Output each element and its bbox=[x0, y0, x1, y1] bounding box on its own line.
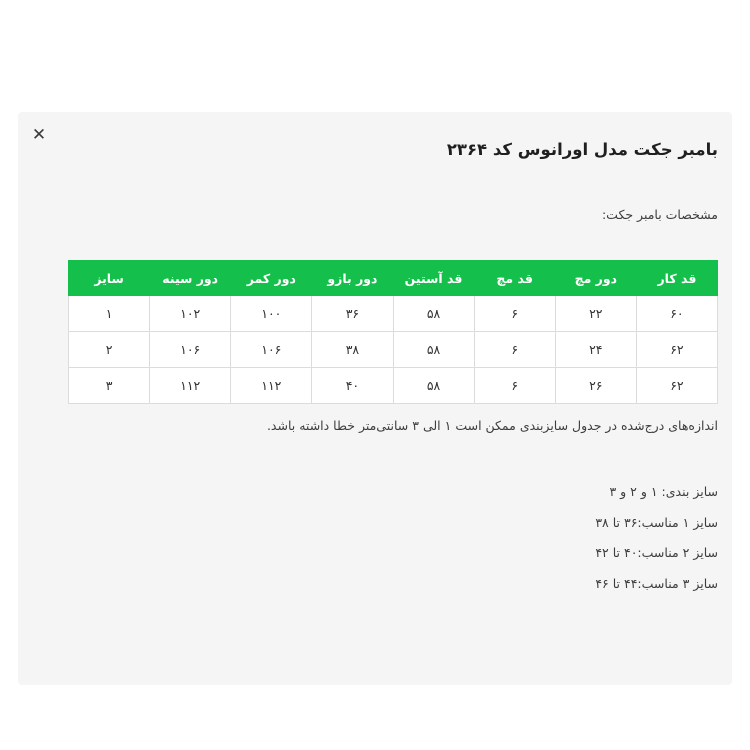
table-header-cell: دور مچ bbox=[555, 261, 636, 296]
table-header-cell: قد مچ bbox=[474, 261, 555, 296]
table-cell: ۴۰ bbox=[312, 368, 393, 404]
size-table bbox=[68, 260, 718, 404]
table-cell: ۳۸ bbox=[312, 332, 393, 368]
table-cell: ۲ bbox=[69, 332, 150, 368]
table-cell: ۱۰۲ bbox=[150, 296, 231, 332]
page-title: بامبر جکت مدل اورانوس کد ۲۳۶۴ bbox=[446, 140, 718, 159]
table-cell: ۳ bbox=[69, 368, 150, 404]
size-table-wrapper bbox=[68, 260, 718, 404]
table-cell: ۱ bbox=[69, 296, 150, 332]
list-item: سایز ۳ مناسب:۴۴ تا ۴۶ bbox=[595, 575, 718, 591]
list-item: سایز ۲ مناسب:۴۰ تا ۴۲ bbox=[595, 545, 718, 561]
table-cell: ۶۲ bbox=[636, 332, 717, 368]
table-cell: ۲۴ bbox=[555, 332, 636, 368]
table-cell: ۶ bbox=[474, 332, 555, 368]
table-header-cell: دور سینه bbox=[150, 261, 231, 296]
size-info-list bbox=[595, 477, 718, 600]
close-icon[interactable]: ✕ bbox=[28, 124, 50, 146]
table-header-cell: قد آستین bbox=[393, 261, 474, 296]
table-cell: ۵۸ bbox=[393, 296, 474, 332]
table-cell: ۵۸ bbox=[393, 368, 474, 404]
table-cell: ۳۶ bbox=[312, 296, 393, 332]
list-item: سایز بندی: ۱ و ۲ و ۳ bbox=[609, 484, 718, 499]
table-cell: ۶ bbox=[474, 296, 555, 332]
table-cell: ۶۰ bbox=[636, 296, 717, 332]
size-table-body bbox=[69, 296, 718, 404]
table-cell: ۱۱۲ bbox=[150, 368, 231, 404]
table-cell: ۱۰۶ bbox=[150, 332, 231, 368]
table-row bbox=[69, 296, 718, 332]
table-header-cell: سایز bbox=[69, 261, 150, 296]
table-header-cell: دور کمر bbox=[231, 261, 312, 296]
table-cell: ۲۲ bbox=[555, 296, 636, 332]
table-row bbox=[69, 368, 718, 404]
list-item: سایز ۱ مناسب:۳۶ تا ۳۸ bbox=[595, 514, 718, 530]
table-cell: ۶ bbox=[474, 368, 555, 404]
table-cell: ۵۸ bbox=[393, 332, 474, 368]
table-cell: ۲۶ bbox=[555, 368, 636, 404]
table-cell: ۶۲ bbox=[636, 368, 717, 404]
table-header-row bbox=[69, 261, 718, 296]
table-row bbox=[69, 332, 718, 368]
specs-subtitle: مشخصات بامبر جکت: bbox=[601, 207, 718, 222]
table-header-cell: قد کار bbox=[636, 261, 717, 296]
tolerance-note: اندازه‌های درج‌شده در جدول سایزبندی ممکن است ۱ الی ۳ سانتی‌متر خطا داشته باشد. bbox=[266, 418, 718, 433]
size-table-head bbox=[69, 261, 718, 296]
table-cell: ۱۰۰ bbox=[231, 296, 312, 332]
table-cell: ۱۰۶ bbox=[231, 332, 312, 368]
table-header-cell: دور بازو bbox=[312, 261, 393, 296]
table-cell: ۱۱۲ bbox=[231, 368, 312, 404]
